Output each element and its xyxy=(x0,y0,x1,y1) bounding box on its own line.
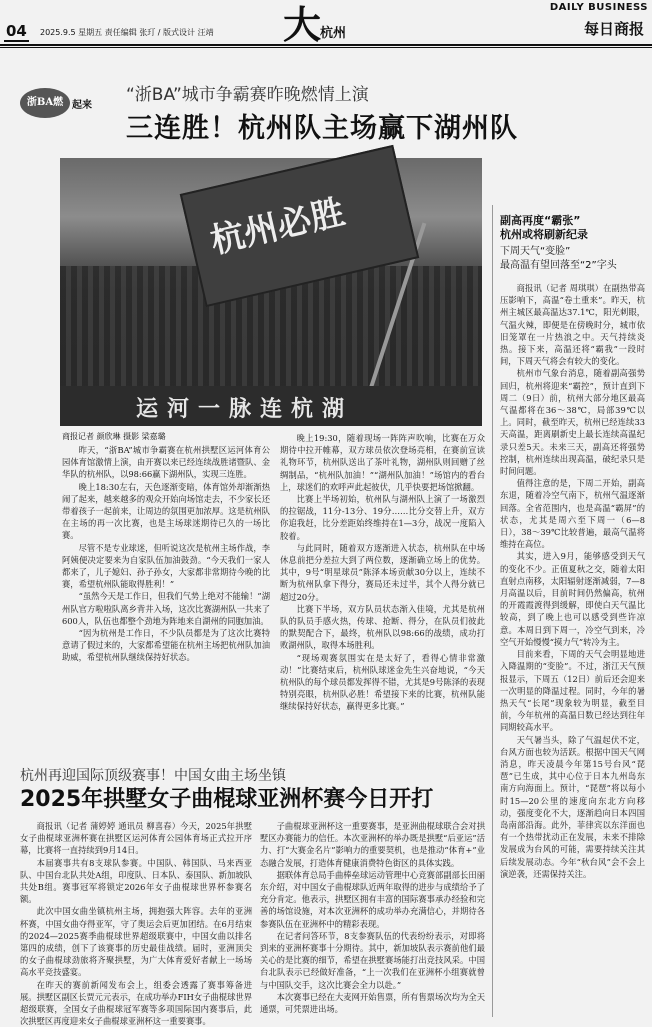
sidebar-title-line-2: 杭州或将刷新纪录 xyxy=(500,228,588,241)
lead-kicker: “浙BA”城市争霸赛昨晚燃情上演 xyxy=(126,85,369,105)
second-column-1 xyxy=(20,820,252,1027)
paragraph: 本次赛事已经在大麦网开始售票，所有售票场次均为全天通票，可凭票进出场。 xyxy=(260,991,485,1015)
paragraph: 据联体育总局手曲棒垒球运动管理中心竞赛部副部长田丽东介绍，对中国女子曲棍球队近两年取得的进步与成绩给予了充分肯定。他表示，拱墅区拥有丰富的国际赛事承办经验和完善的场馆设施，对本次亚洲杯的成功举办充满信心，并期待各参赛队伍在亚洲杯中的精彩表现。 xyxy=(260,869,485,929)
lead-headline: 三连胜！杭州队主场赢下湖州队 xyxy=(126,113,518,144)
paragraph: 尽管不是专业球迷，但听说这次是杭州主场作战，李阿姨便决定要来为自家队伍加油鼓劲。“今天我们一家人都来了，儿子媳妇、孙子孙女，大家都非常期待今晚的比赛，希望杭州队能取得胜利！” xyxy=(62,542,270,590)
dateline: 2025.9.5 星期五 责任编辑 张玎 / 版式设计 汪靖 xyxy=(40,28,214,37)
second-headline: 2025年拱墅女子曲棍球亚洲杯赛今日开打 xyxy=(20,787,434,812)
paragraph: 本届赛事共有8支球队参赛。中国队、韩国队、马来西亚队、中国台北队共处A组，印度队、日本队、泰国队、新加坡队共处B组。赛事冠军将锁定2026年女子曲棍球世界杯参赛名额。 xyxy=(20,857,252,905)
lead-photo xyxy=(60,158,482,426)
sidebar-subtitle-line-1: 下周天气“变脸” xyxy=(500,246,571,257)
paragraph: 比赛上半场初始，杭州队与湖州队上演了一场激烈的拉锯战，11分-13分、19分……比分交替上升，双方你追我赶，比分差距始终维持在1—3分，战况一度陷入胶着。 xyxy=(280,494,485,541)
masthead-rule-thin xyxy=(0,47,652,48)
photo-banner-text: 运河一脉连杭湖 xyxy=(136,397,354,422)
paragraph: 与此同时，随着双方逐渐进入状态，杭州队在中场休息前把分差拉大到了两位数，逐渐确立场上的优势。其中，9号“明星球员”陈泽本场贡献30分以上，连续不断为杭州队拿下得分，赛局还未过半，其个人得分就已超过20分。 xyxy=(280,542,485,602)
sidebar-title-line-1: 副高再度“霸张” xyxy=(500,214,581,227)
masthead xyxy=(0,0,652,48)
paragraph: 此次中国女曲坐镇杭州主场，拥抱强大阵容。去年的亚洲杯赛，中国女曲夺得亚军，守了奥运会后更加团结。在6月结束的2024—2025赛季曲棍球世界超级联赛中，中国女曲以排名第四的成绩，创下了该赛事的历史最佳战绩。届时，亚洲顶尖的女子曲棍球劲旅将齐聚拱墅，为广大体育爱好者献上一场场高水平竞技盛宴。 xyxy=(20,906,252,978)
paragraph: “现场观赛氛围实在是太好了，看得心情非常激动！”比赛结束后，杭州队球迷金先生兴奋地说，“今天杭州队的每个球员都发挥得不错，尤其是9号陈泽的表现特别亮眼，杭州队必胜！希望接下来的比赛，杭州队能继续保持好状态，赢得更多比赛。” xyxy=(280,652,485,712)
paragraph: 晚上19:30，随着现场一阵阵声吹响，比赛在万众期待中拉开帷幕，双方球员依次登场亮相，在赛前宣读礼物环节，杭州队送出了茶叶礼物，湖州队则回赠了丝绸制品，“杭州队加油！”“湖州队加油！”场馆内的看台上，球迷们的欢呼声此起彼伏，几乎快要把场馆掀翻。 xyxy=(280,433,485,492)
lead-column-1 xyxy=(62,444,270,746)
paragraph: 昨天，“浙BA”城市争霸赛在杭州拱墅区运河体育公园体育馆激情上演，由开赛以来已经连续战胜诸暨队、金华队的杭州队，以98:66赢下湖州队，实现三连胜。 xyxy=(62,445,270,480)
second-kicker: 杭州再迎国际顶级赛事！中国女曲主场坐镇 xyxy=(20,768,286,784)
sidebar-subtitle-line-2: 最高温有望回落至“2”字头 xyxy=(500,260,617,271)
sidebar-column xyxy=(500,282,645,1017)
paragraph: 其实，进入9月，能够感受到天气的变化不少。正值夏秋之交，随着太阳直射点南移，太阳辐射逐渐减弱，7—8月高温以后，目前时间仍然偏高，杭州的开霞霞渡得到缓解，即使白天气温比较高，到了晚上也可以感受到些许凉意。本周日到下周一，冷空气到来，冷空气开始慢慢“摸力气”转冷为主。 xyxy=(500,551,645,647)
paragraph: 子曲棍球亚洲杯这一重要赛事，是亚洲曲棍球联合会对拱墅区办赛能力的信任。本次亚洲杯的举办既是拱墅“后亚运”活力、打“大赛金名片”影响力的重要契机，也是推动“体育+”业态融合发展，打造体育健康消费特色街区的具体实践。 xyxy=(260,821,485,868)
paragraph: 在昨天的赛前新闻发布会上，组委会透露了赛事筹备进展。拱墅区副区长贾元元表示，在成功举办FIH女子曲棍球世界超级联赛，全国女子曲棍球冠军赛等多项国际国内赛事后，此次拱墅区再度迎来女子曲棍球亚洲杯这一重要赛事。 xyxy=(20,979,252,1027)
logo-suffix: 起来 xyxy=(72,100,92,111)
photo-caption: 商报记者 颜欣琳 摄影 梁嘉璐 xyxy=(62,432,166,441)
zheba-logo: 浙BA燃 xyxy=(20,88,70,118)
second-column-2 xyxy=(260,820,485,1018)
section-initial: 大 xyxy=(283,2,322,47)
paragraph: 商报讯（记者 周琪琪）在副热带高压影响下，高温“卷土重来”。昨天，杭州主城区最高温达37.1℃，阳光刺眼，气温火辣，即便是在傍晚时分，城市依旧笼罩在一片热浪之中。天气持续炎热。接下来，高温还将“霸我”一段时间，下周天气将会有较大的变化。 xyxy=(500,283,645,367)
paragraph: 商报讯（记者 蒲婷婷 通讯员 柳喜春）今天，2025年拱墅女子曲棍球亚洲杯赛在拱墅区运河体育公园体育场正式拉开序幕，比赛将一直持续到9月14日。 xyxy=(20,821,252,856)
paragraph: “因为杭州是工作日，不少队员都是为了这次比赛特意请了假过来的，大家都希望能在杭州主场把杭州队加油助威，希望杭州队继续保持好状态。 xyxy=(62,628,270,663)
paragraph: 目前来看，下周的天气会明显地进入降温期的“变脸”。不过，浙江天气预报显示，下周五（12日）前后还会迎来一次明显的降温过程。同时，今年的暑热天气“长尾”现象较为明显，截至目前，今年杭州的高温日数已经达到往年同期较高水平。 xyxy=(500,649,645,733)
paper-name-cn: 每日商报 xyxy=(583,20,644,38)
paragraph: 在记者问答环节，8支参赛队伍的代表纷纷表示，对即将到来的亚洲杯赛事十分期待。其中，新加坡队表示赛前他们最关心的是比赛的细节，希望在拱墅赛场能打出竞技风采。中国台北队表示已经做好准备，“上一次我们在亚洲杯小组赛就曾与中国队交手，这次比赛会全力以赴。” xyxy=(260,930,485,990)
lead-column-2 xyxy=(280,432,485,747)
paragraph: 值得注意的是，下周二开始，副高东退，随着冷空气南下，杭州气温逐渐回落。全省范围内，也是高温“霸屏”的状态，尤其是周六至下周一（6—8日），38～39℃比较普遍，最高气温将维持在高位。 xyxy=(500,478,645,550)
paragraph: 杭州市气象台消息，随着副高强势回归，杭州将迎来“霸控”，预计直到下周二（9日）前，杭州大部分地区最高气温都将在36～38℃，局部39℃以上。同时，截至昨天，杭州已经连续33天高温，距离刷新史上最长连续高温纪录只差5天。未来三天，副高还将强势控制，杭州连续出现高温，破纪录只是时间问题。 xyxy=(500,368,645,477)
section-name: 杭州 xyxy=(320,26,347,41)
paragraph: “虽然今天是工作日，但我们气势上绝对不能输！”湖州队官方啦啦队离乡背井入场，这次比赛湖州队一共来了600人，队伍也都整个劲地为阵地来自湖州的同胞加油。 xyxy=(62,591,270,626)
paper-name-en: DAILY BUSINESS xyxy=(549,2,648,13)
paragraph: 天气暑当头，除了气温起伏不定，台风方面也较为活跃。根据中国天气网消息，昨天凌晨今年第15号台风“琵琶”已生成，其中心位于日本九州岛东南方向海面上。预计，“琵琶”将以每小时15—20公里的速度向东北方向移动，强度变化不大，逐渐趋向日本四国岛南部沿海。此外，菲律宾以东洋面也有一个热带扰动正在发展，未来不排除发展成为台风的可能，需要持续关注其后续发展动态。今年“秋台风”会不会上演逆袭，还需保持关注。 xyxy=(500,734,645,879)
column-divider xyxy=(492,205,493,1017)
paragraph: 比赛下半场，双方队员状态渐入佳境，尤其是杭州队的队员手感火热，传球、抢断、得分，在队员们彼此的默契配合下，最终，杭州队以98:66的战绩，成功打败湖州队，取得本场胜利。 xyxy=(280,603,485,651)
paragraph: 晚上18:30左右，天色逐渐变暗，体育馆外却渐渐热闹了起来，越来越多的观众开始向场馆走去，不少家长还带着孩子一起前来，让周边的氛围更加浓厚。这是杭州队在主场的再一次比赛，也是主场球迷期待已久的一场比赛。 xyxy=(62,481,270,541)
photo-flag-text: 杭州必胜 xyxy=(206,192,349,262)
page-number: 04 xyxy=(6,22,27,40)
masthead-rule xyxy=(0,44,652,46)
